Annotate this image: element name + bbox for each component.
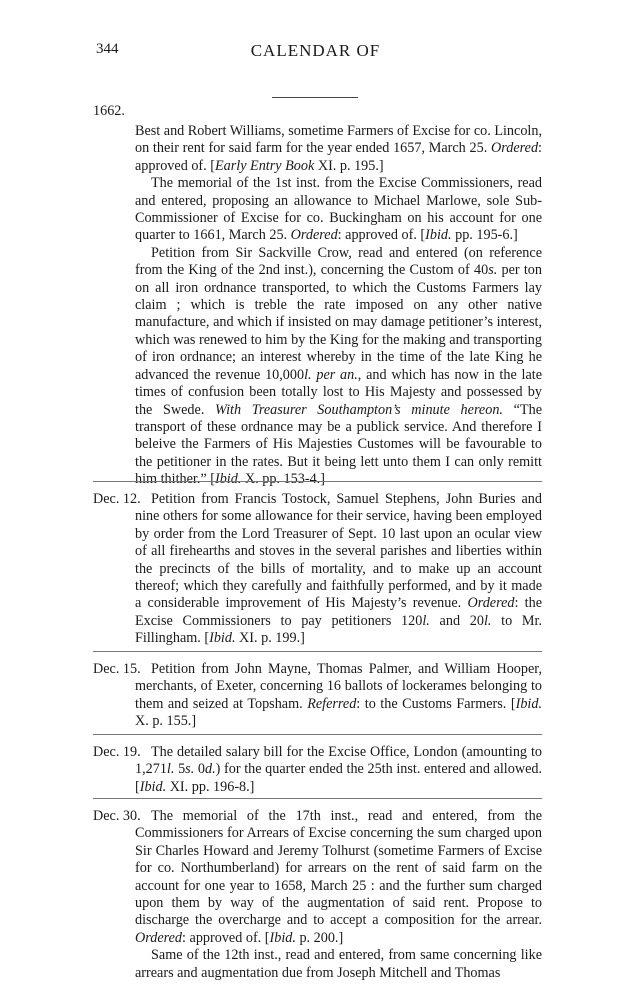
italic-text: Ibid. [515, 695, 542, 712]
text-run: pp. 195-6.] [451, 227, 518, 244]
paragraph [135, 491, 542, 648]
text-run: “The transport of these ordnance may be a publick service. And therefore I beleive the Farmers of His Majesties Customes will be favourable to the petitioner in the rates. But it being lett unto them I can only remitt him thither.” [ [135, 401, 542, 488]
italic-text: With Treasurer Southampton’s minute hereon. [215, 401, 503, 418]
paragraph [135, 744, 542, 796]
entry-date: Dec. 12. [93, 491, 141, 507]
page-number: 344 [96, 41, 119, 57]
page-header [0, 41, 631, 71]
running-title: CALENDAR OF [250, 41, 381, 60]
italic-text: l. [483, 612, 492, 629]
entry-divider [93, 798, 542, 799]
italic-text: s. [185, 761, 195, 778]
text-run: : the Excise Commissioners to pay petitioners 120 [135, 595, 542, 629]
italic-text: Ibid. [214, 471, 242, 488]
text-run: Petition from Francis Tostock, Samuel Stephens, John Buries and nine others for some allowance for their service, having been employed by order from the Lord Treasurer of Sept. 10 last upon an ocular view of all firehearths and stoves in the several parishes and liberties within the precincts of the bills of mortality, and to make up an account thereof; which they carefully and faithfully performed, and by it made a considerable improvement of His Majesty’s revenue. [135, 491, 542, 612]
paragraph [135, 175, 542, 245]
text-run: ) for the quarter ended the 25th inst. entered and allowed. [ [135, 761, 543, 795]
paragraph [135, 808, 542, 947]
italic-text: l. [422, 612, 430, 629]
entry-body [135, 661, 542, 731]
entry-body [135, 123, 542, 489]
entry-date: Dec. 19. [93, 744, 141, 760]
italic-text: s. [488, 262, 498, 279]
italic-text: Ibid. [209, 630, 236, 647]
text-run: 5 [174, 761, 186, 778]
text-run: : approved of. [ [337, 227, 426, 244]
entry-divider [93, 734, 542, 735]
entry-date: 1662. [93, 103, 125, 119]
italic-text: l. [304, 366, 312, 383]
text-run: per ton on all iron ordnance transported, to which the Customs Farmers lay claim ; which is treble the rate imposed on any other native manufacture, and which if insisted on may damage petitioner’s interest, which was renewed to him by the King for the making and transporting of iron ordnance; an interest whereby in the time of the late King he advanced the revenue 10,000 [135, 262, 542, 383]
italic-text: Referred [307, 695, 357, 712]
italic-text: Ordered [135, 929, 183, 946]
text-run: XI. p. 195.] [314, 157, 384, 174]
italic-text: Ibid. [425, 227, 452, 244]
text-run: 0 [194, 761, 205, 778]
italic-text: Ordered [290, 227, 338, 244]
entry-body [135, 491, 542, 648]
italic-text: l. [166, 761, 175, 778]
text-run: p. 200.] [295, 929, 344, 946]
text-run: : approved of. [ [182, 929, 270, 946]
italic-text: Ordered [467, 595, 515, 612]
text-run: , and which has now in the late times of confusion been totally lost to His Majesty and possessed by the Swede. [135, 366, 542, 418]
text-run: The detailed salary bill for the Excise Office, London (amounting to 1,271 [135, 744, 542, 778]
paragraph [135, 123, 542, 175]
italic-text: per an. [316, 366, 358, 383]
text-run: and 20 [429, 612, 484, 629]
italic-text: Early Entry Book [214, 157, 315, 174]
entry-body [135, 808, 542, 982]
italic-text: Ibid. [269, 929, 296, 946]
paragraph [135, 661, 542, 731]
italic-text: d. [205, 761, 216, 778]
text-run: Petition from Sir Sackville Crow, read and entered (on reference from the King of the 2nd inst.), concerning the Custom of 40 [135, 244, 542, 279]
entry-body [135, 744, 542, 796]
paragraph [135, 947, 542, 982]
paragraph [135, 245, 542, 489]
entry-divider [93, 651, 542, 652]
text-run: : to the Customs Farmers. [ [356, 695, 516, 712]
text-run: XI. pp. 196-8.] [166, 778, 255, 795]
entry-divider [93, 481, 542, 482]
text-run: The memorial of the 1st inst. from the Excise Commissioners, read and entered, proposing an allowance to Michael Marlowe, sole Sub-Commissioner of Excise for co. Buckingham on his account for one quarter to 1661, March 25. [135, 175, 542, 244]
text-run: to Mr. Fillingham. [ [135, 612, 542, 647]
text-run: Same of the 12th inst., read and entered, from same concerning like arrears and augmentation due from Joseph Mitchell and Thomas [135, 947, 542, 981]
text-run: XI. p. 199.] [235, 630, 305, 647]
text-run: Petition from John Mayne, Thomas Palmer, and William Hooper, merchants, of Exeter, concerning 16 ballots of lockerames belonging to them and seized at Topsham. [135, 661, 542, 712]
text-run: X. pp. 153-4.] [241, 471, 325, 488]
text-run: Best and Robert Williams, sometime Farmers of Excise for co. Lincoln, on their rent for said farm for the year ended 1657, March 25. [135, 123, 542, 157]
entry-date: Dec. 15. [93, 661, 141, 677]
header-rule [272, 97, 358, 98]
text-run: : approved of. [ [135, 140, 542, 174]
italic-text: Ibid. [139, 778, 167, 795]
entry-date: Dec. 30. [93, 808, 141, 824]
italic-text: Ordered [491, 140, 539, 157]
text-run: The memorial of the 17th inst., read and entered, from the Commissioners for Arrears of Excise concerning the sum charged upon Sir Charles Howard and Jeremy Tolhurst (sometime Farmers of Excise for co. Northumberland) for arrears on the rent of said farm on the account for one year to 1658, March 25 : and the further sum charged upon them by way of the augmentation of said rent. Propose to discharge the overcharge and to accept a composition for the arrear. [135, 808, 542, 929]
text-run: X. p. 155.] [135, 713, 197, 730]
